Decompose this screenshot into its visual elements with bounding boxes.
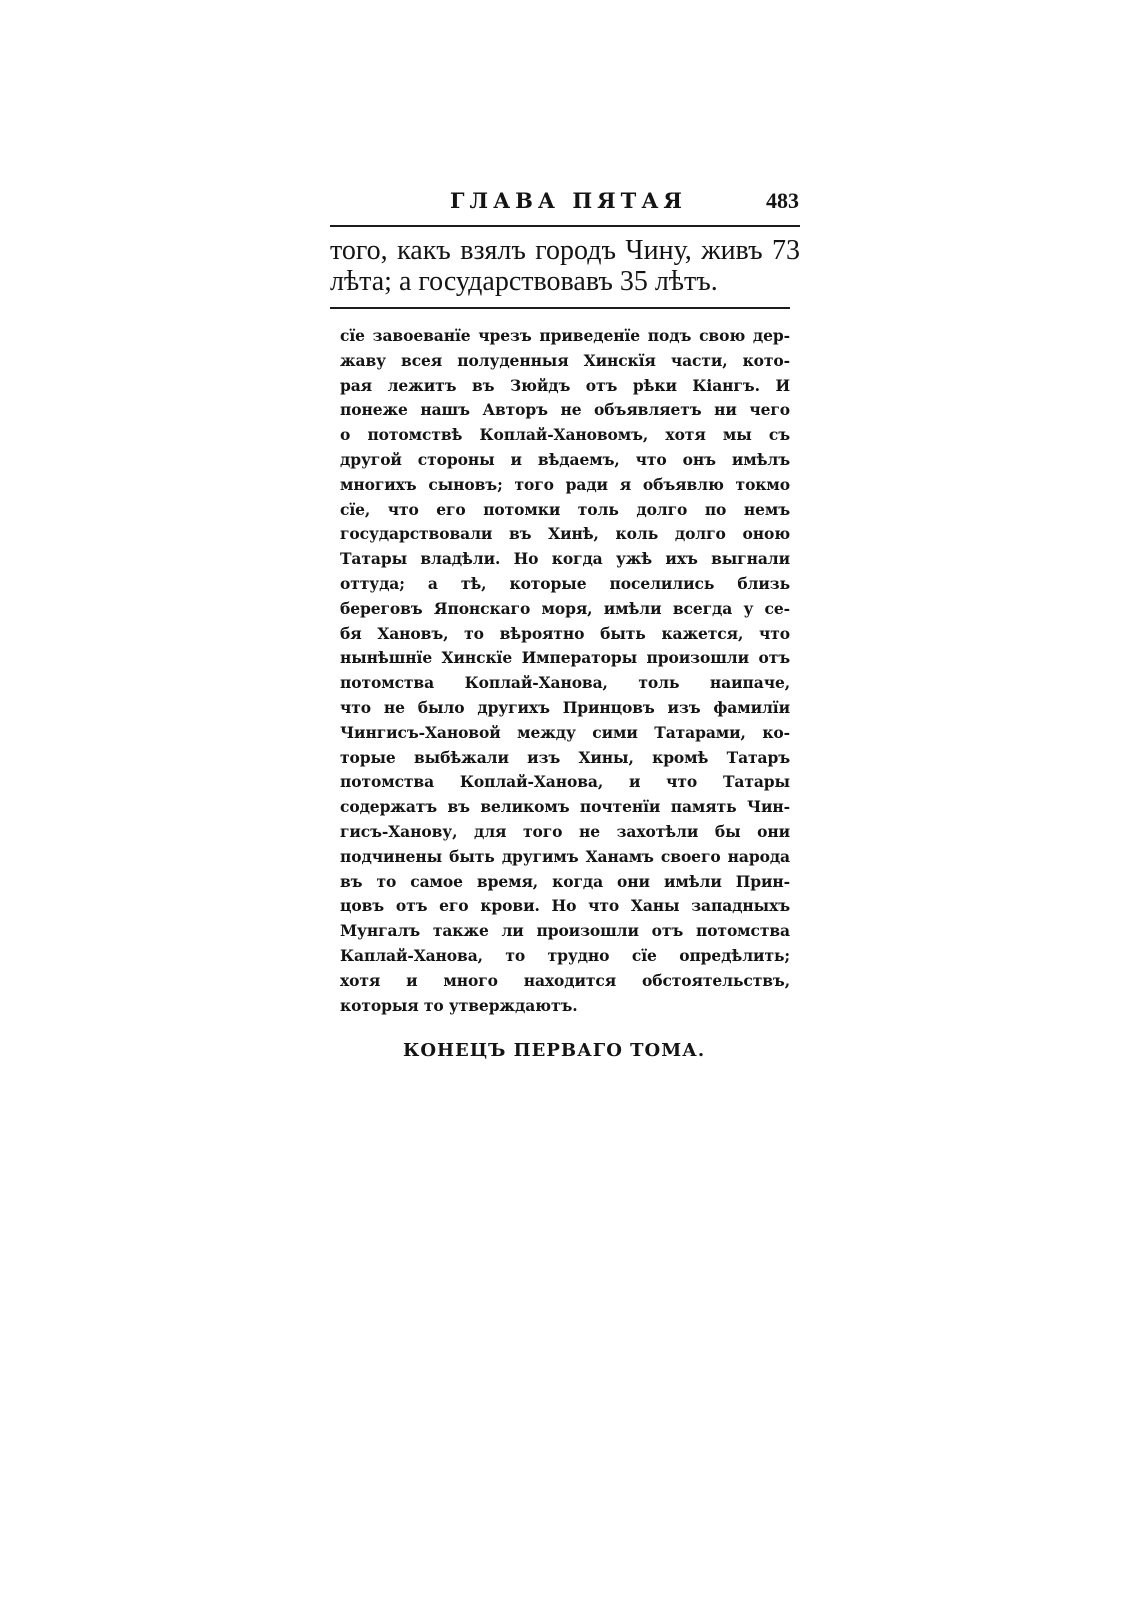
text-line: государствовали въ Хинѣ, коль долго оною (340, 524, 790, 544)
text-line: сїе, что его потомки толь долго по немъ (340, 499, 790, 519)
text-line: въ то самое время, когда они имѣли Прин- (340, 871, 790, 891)
book-page (330, 180, 810, 1061)
text-line: Татары владѣли. Но когда ужѣ ихъ выгнали (340, 549, 790, 569)
text-line: сїе завоеванїе чрезъ приведенїе подъ свою дер- (340, 326, 790, 345)
text-line: того, какъ взялъ городъ Чину, живъ 73 (330, 235, 800, 266)
text-line: нынѣшнїе Хинскїе Императоры произошли отъ (340, 648, 790, 668)
text-line: многихъ сыновъ; того ради я объявлю токмо (340, 474, 790, 494)
text-line: о потомствѣ Коплай-Хановомъ, хотя мы съ (340, 425, 790, 445)
running-head (330, 180, 810, 220)
carryover-text (330, 235, 800, 297)
text-line: рая лежитъ въ Зюйдъ отъ рѣки Кіангъ. И (340, 375, 790, 395)
header-rule (330, 225, 800, 227)
text-line: содержатъ въ великомъ почтенїи память Чин- (340, 797, 790, 817)
text-line: потомства Коплай-Ханова, толь наипаче, (340, 673, 790, 693)
text-line: Мунгалъ также ли произошли отъ потомства (340, 921, 790, 941)
running-title: ГЛАВА ПЯТАЯ (450, 188, 687, 213)
text-line: что не было другихъ Принцовъ изъ фамилїи (340, 697, 790, 717)
footnote-rule (330, 307, 790, 309)
end-of-volume-note: КОНЕЦЪ ПЕРВАГО ТОМА. (403, 1040, 706, 1062)
text-line: Каплай-Ханова, то трудно сїе опредѣлить; (340, 945, 790, 965)
text-line: лѣта; а государствовавъ 35 лѣтъ. (330, 266, 718, 297)
text-line: жаву всея полуденныя Хинскїя части, кото- (340, 350, 790, 370)
text-line: хотя и много находится обстоятельствъ, (340, 970, 790, 990)
page-number: 483 (766, 188, 799, 213)
text-line: подчинены быть другимъ Ханамъ своего народа (340, 846, 790, 866)
text-line: береговъ Японскаго моря, имѣли всегда у се- (340, 598, 790, 618)
text-line: другой стороны и вѣдаемъ, что онъ имѣлъ (340, 449, 790, 469)
footnote-text (340, 324, 790, 1018)
text-line: которыя то утверждаютъ. (340, 995, 578, 1015)
text-line: потомства Коплай-Ханова, и что Татары (340, 772, 790, 792)
text-line: понеже нашъ Авторъ не объявляетъ ни чего (340, 400, 790, 420)
text-line: гисъ-Ханову, для того не захотѣли бы они (340, 821, 790, 841)
text-line: бя Хановъ, то вѣроятно быть кажется, что (340, 623, 790, 643)
text-line: Чингисъ-Хановой между сими Татарами, ко- (340, 722, 790, 742)
text-line: цовъ отъ его крови. Но что Ханы западныхъ (340, 896, 790, 916)
text-line: оттуда; а тѣ, которые поселились близь (340, 573, 790, 593)
text-line: торые выбѣжали изъ Хины, кромѣ Татаръ (340, 747, 790, 767)
